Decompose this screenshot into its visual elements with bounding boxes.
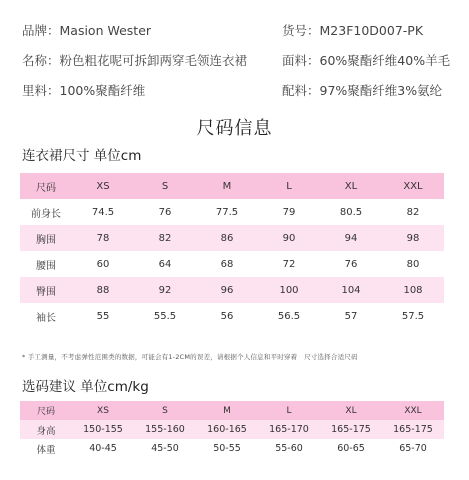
table-cell: 150-155 [72, 420, 134, 439]
table-cell: 60-65 [320, 439, 382, 458]
row-label: 胸围 [20, 225, 72, 251]
info-row-brand [0, 21, 469, 43]
table-cell: 40-45 [72, 439, 134, 458]
table-cell: 88 [72, 277, 134, 303]
info-row-name [0, 51, 469, 73]
table-cell: 64 [134, 251, 196, 277]
header-cell: M [196, 401, 258, 420]
header-cell: XS [72, 173, 134, 199]
table-cell: 92 [134, 277, 196, 303]
fabric-text: 面料：60%聚酯纤维40%羊毛 [282, 53, 451, 68]
table-cell: 60 [72, 251, 134, 277]
rec-section-title: 选码建议 单位cm/kg [22, 379, 149, 395]
table-cell: 57.5 [382, 303, 444, 329]
table-cell: 96 [196, 277, 258, 303]
table-cell: 108 [382, 277, 444, 303]
header-cell: XS [72, 401, 134, 420]
table-cell: 160-165 [196, 420, 258, 439]
header-cell: XL [320, 401, 382, 420]
table-cell: 98 [382, 225, 444, 251]
table-cell: 56.5 [258, 303, 320, 329]
header-cell: 尺码 [20, 401, 72, 420]
info-row-lining [0, 81, 469, 103]
page-title: 尺码信息 [196, 118, 273, 139]
table-cell: 100 [258, 277, 320, 303]
table-cell: 56 [196, 303, 258, 329]
header-cell: 尺码 [20, 173, 72, 199]
lining-text: 里料：100%聚酯纤维 [22, 83, 146, 98]
header-cell: XL [320, 173, 382, 199]
item-no-text: 货号：M23F10D007-PK [282, 23, 424, 38]
table-cell: 86 [196, 225, 258, 251]
table-cell: 76 [134, 199, 196, 225]
table-row [20, 439, 444, 458]
table-cell: 104 [320, 277, 382, 303]
size-section-title: 连衣裙尺寸 单位cm [22, 148, 142, 164]
table-row [20, 277, 444, 303]
header-cell: L [258, 173, 320, 199]
size-table [20, 173, 444, 329]
table-cell: 50-55 [196, 439, 258, 458]
table-cell: 82 [382, 199, 444, 225]
header-cell: L [258, 401, 320, 420]
table-cell: 165-170 [258, 420, 320, 439]
table-cell: 155-160 [134, 420, 196, 439]
size-table-header [20, 173, 444, 199]
measurement-note: * 手工测量，不考虑弹性范围类的数据，可能会有1-2CM的误差，请根据个人信息和平时穿着 尺寸选择合适尺码 [22, 353, 358, 361]
row-label: 袖长 [20, 303, 72, 329]
header-cell: XXL [382, 173, 444, 199]
table-cell: 94 [320, 225, 382, 251]
name-text: 名称：粉色粗花呢可拆卸两穿毛领连衣裙 [22, 53, 248, 68]
header-cell: XXL [382, 401, 444, 420]
table-cell: 68 [196, 251, 258, 277]
table-row [20, 199, 444, 225]
table-cell: 55-60 [258, 439, 320, 458]
row-label: 腰围 [20, 251, 72, 277]
table-cell: 77.5 [196, 199, 258, 225]
accessory-text: 配料：97%聚酯纤维3%氨纶 [282, 83, 443, 98]
table-cell: 76 [320, 251, 382, 277]
table-cell: 55 [72, 303, 134, 329]
table-row [20, 251, 444, 277]
table-cell: 165-175 [320, 420, 382, 439]
table-cell: 55.5 [134, 303, 196, 329]
header-cell: S [134, 401, 196, 420]
table-cell: 57 [320, 303, 382, 329]
table-cell: 45-50 [134, 439, 196, 458]
table-cell: 78 [72, 225, 134, 251]
table-row [20, 225, 444, 251]
table-cell: 90 [258, 225, 320, 251]
table-cell: 165-175 [382, 420, 444, 439]
header-cell: S [134, 173, 196, 199]
rec-table-header [20, 401, 444, 420]
table-cell: 80.5 [320, 199, 382, 225]
recommendation-table [20, 401, 444, 458]
table-cell: 74.5 [72, 199, 134, 225]
brand-text: 品牌：Masion Wester [22, 23, 152, 38]
table-cell: 82 [134, 225, 196, 251]
table-row [20, 420, 444, 439]
table-cell: 72 [258, 251, 320, 277]
row-label: 臀围 [20, 277, 72, 303]
table-cell: 80 [382, 251, 444, 277]
row-label: 体重 [20, 439, 72, 458]
header-cell: M [196, 173, 258, 199]
table-row [20, 303, 444, 329]
row-label: 前身长 [20, 199, 72, 225]
row-label: 身高 [20, 420, 72, 439]
table-cell: 79 [258, 199, 320, 225]
table-cell: 65-70 [382, 439, 444, 458]
